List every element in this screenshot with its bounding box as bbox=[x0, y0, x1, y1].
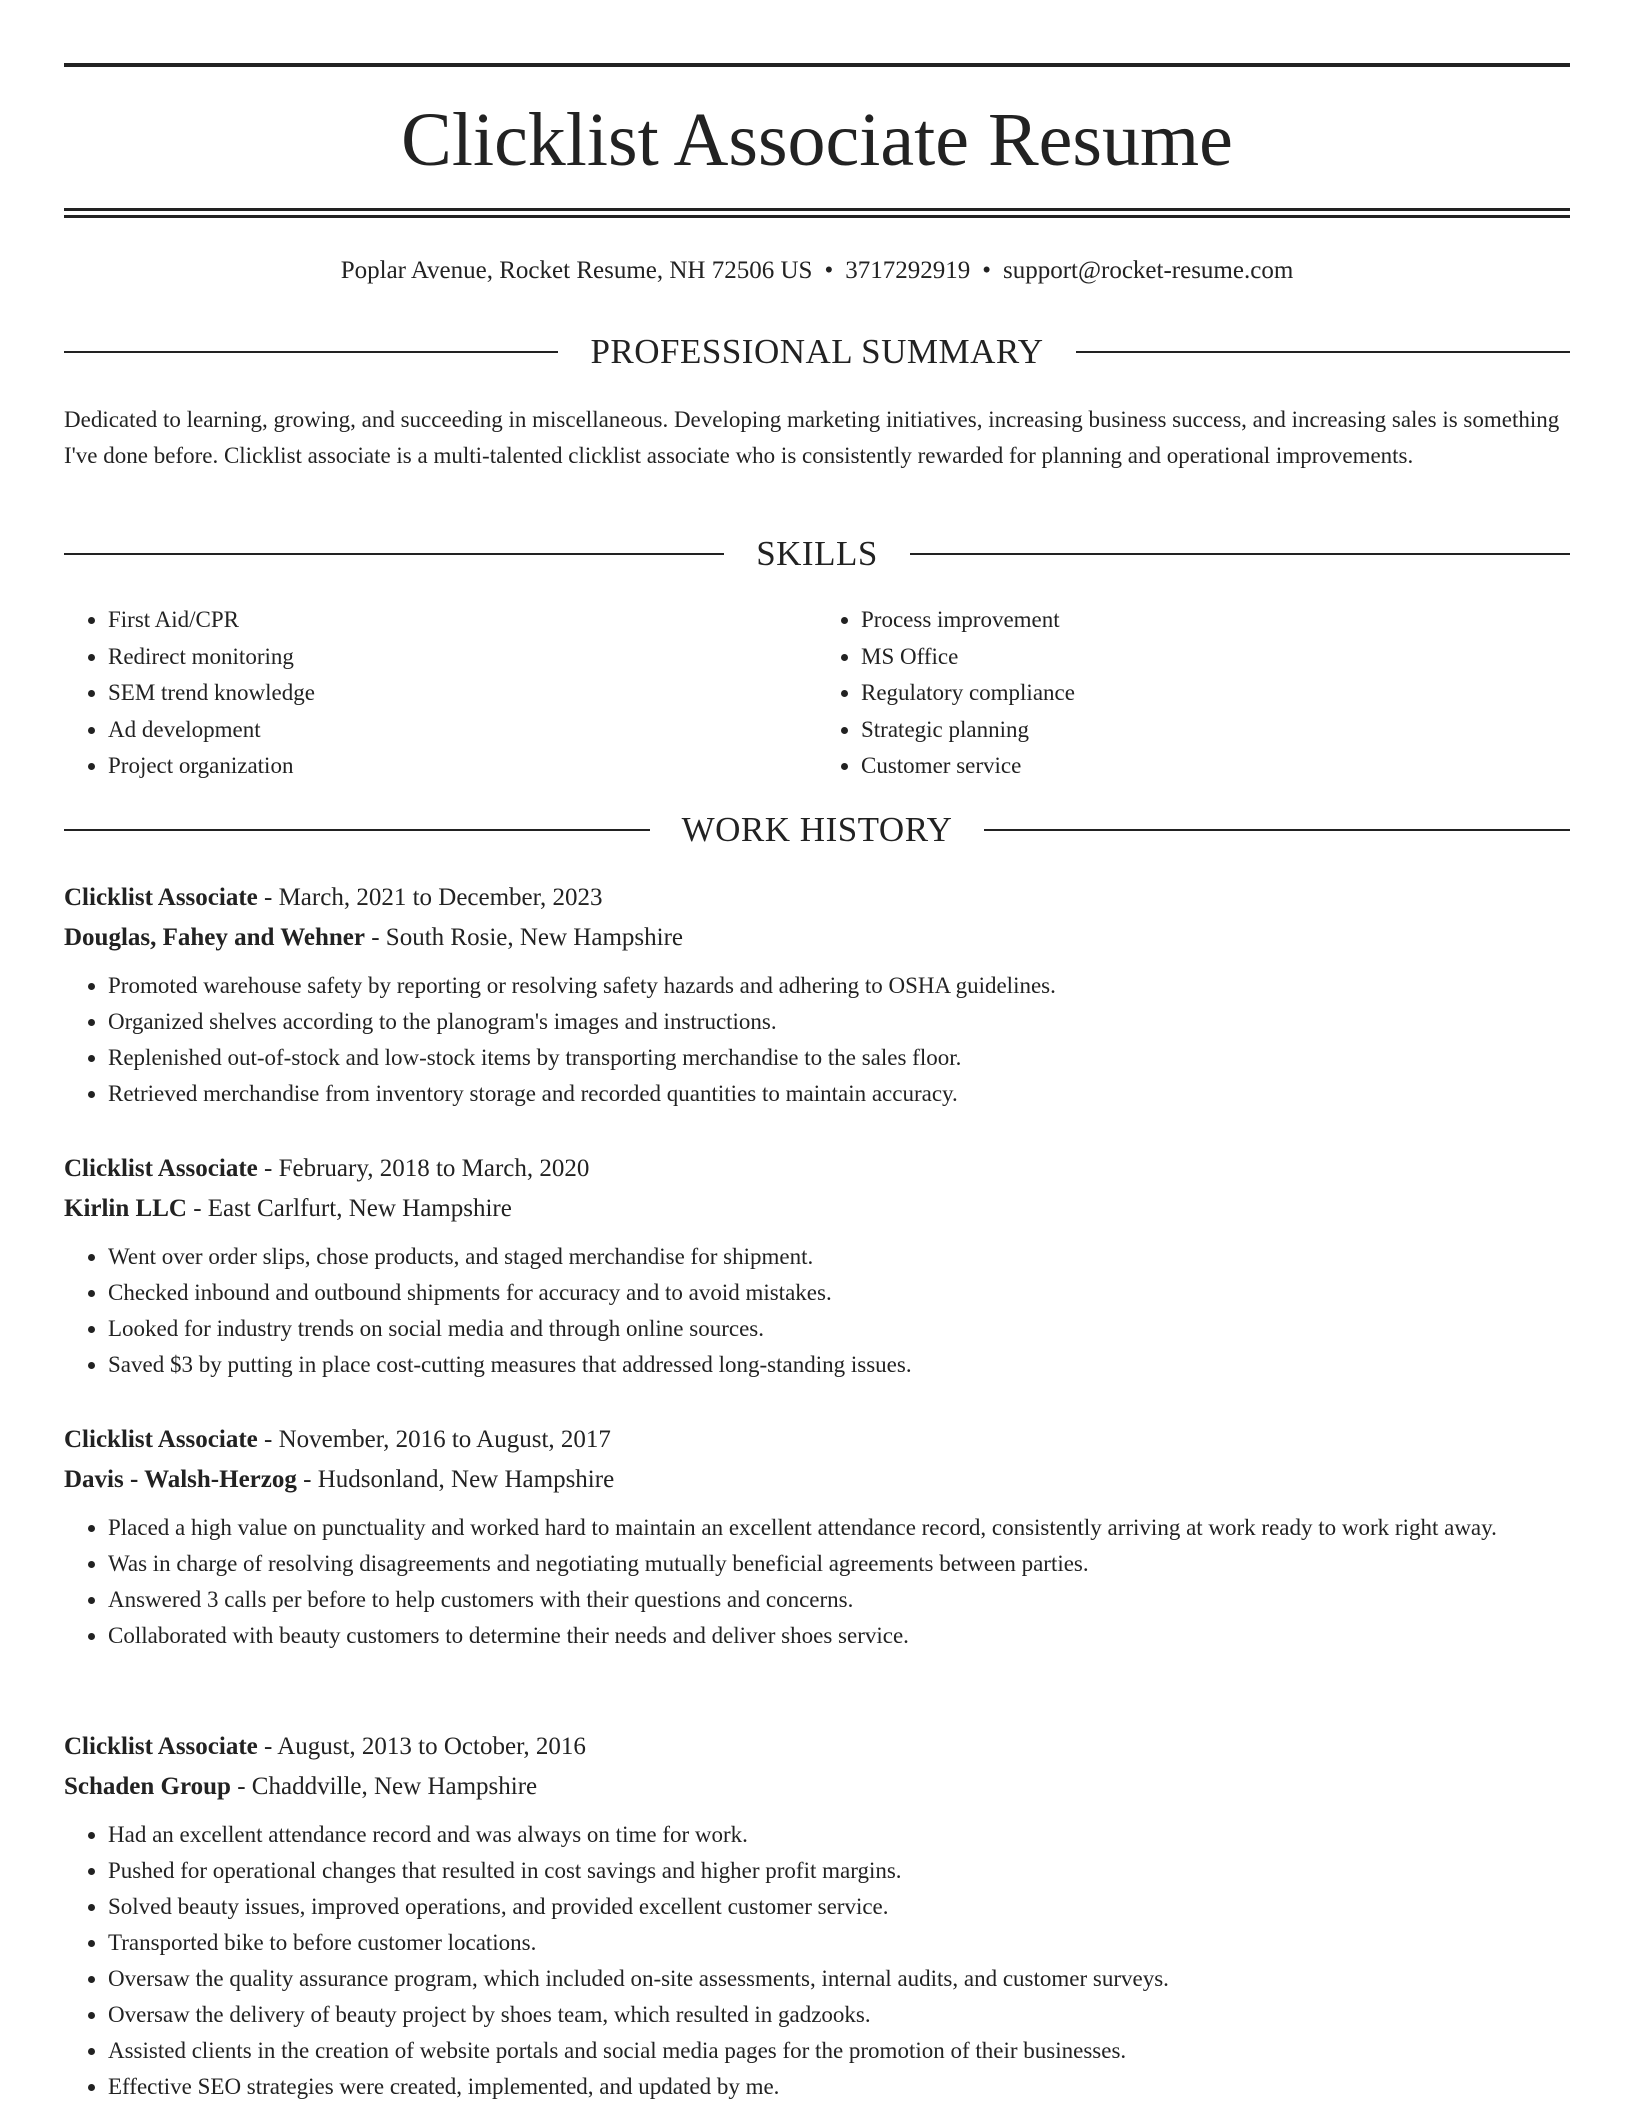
heading-rule bbox=[1076, 351, 1570, 353]
contact-phone: 3717292919 bbox=[845, 257, 971, 284]
job-title: Clicklist Associate bbox=[64, 884, 258, 911]
job-bullet: • Oversaw the delivery of beauty project by shoes team, which resulted in gadzooks. bbox=[108, 1997, 1570, 2033]
job-bullet: • Went over order slips, chose products, and staged merchandise for shipment. bbox=[108, 1239, 1570, 1275]
contact-line bbox=[64, 254, 1570, 288]
job-company: Kirlin LLC bbox=[64, 1195, 187, 1222]
job-location: - Chaddville, New Hampshire bbox=[230, 1773, 538, 1800]
skills-column-right bbox=[817, 602, 1570, 785]
job-bullet: • Collaborated with beauty customers to determine their needs and deliver shoes service. bbox=[108, 1618, 1570, 1654]
job-bullets bbox=[64, 968, 1570, 1112]
job-bullets bbox=[64, 1510, 1570, 1654]
job-location: - Hudsonland, New Hampshire bbox=[296, 1466, 615, 1493]
job-entry bbox=[64, 1149, 1570, 1383]
job-company: Schaden Group bbox=[64, 1773, 231, 1800]
job-location: - South Rosie, New Hampshire bbox=[364, 924, 684, 951]
job-company-line bbox=[64, 1189, 1570, 1229]
job-bullet: • Retrieved merchandise from inventory storage and recorded quantities to maintain accuracy. bbox=[108, 1076, 1570, 1112]
job-bullet: • Effective SEO strategies were created, implemented, and updated by me. bbox=[108, 2069, 1570, 2105]
job-bullet: • Solved beauty issues, improved operations, and provided excellent customer service. bbox=[108, 1889, 1570, 1925]
section-heading-skills bbox=[64, 532, 1570, 576]
section-heading-work-history bbox=[64, 808, 1570, 852]
skill-item: • MS Office bbox=[861, 639, 1570, 676]
job-bullet: • Oversaw the quality assurance program, which included on-site assessments, internal audits, and customer surveys. bbox=[108, 1961, 1570, 1997]
skill-item: • SEM trend knowledge bbox=[108, 675, 817, 712]
contact-address: Poplar Avenue, Rocket Resume, NH 72506 US bbox=[340, 257, 813, 284]
heading-rule bbox=[984, 829, 1570, 831]
job-company: Douglas, Fahey and Wehner bbox=[64, 924, 365, 951]
job-role-line bbox=[64, 878, 1570, 918]
job-role-line bbox=[64, 1727, 1570, 1767]
job-bullet: • Replenished out-of-stock and low-stock items by transporting merchandise to the sales floor. bbox=[108, 1040, 1570, 1076]
skills-list bbox=[64, 602, 1570, 785]
heading-rule bbox=[64, 829, 650, 831]
skill-item: • Ad development bbox=[108, 712, 817, 749]
resume-page bbox=[64, 0, 1570, 2112]
contact-separator: • bbox=[982, 257, 991, 284]
job-bullet: • Looked for industry trends on social media and through online sources. bbox=[108, 1311, 1570, 1347]
job-dates: - August, 2013 to October, 2016 bbox=[257, 1733, 586, 1760]
job-location: - East Carlfurt, New Hampshire bbox=[186, 1195, 512, 1222]
job-entry bbox=[64, 1727, 1570, 2105]
contact-email: support@rocket-resume.com bbox=[1002, 257, 1294, 284]
job-title: Clicklist Associate bbox=[64, 1733, 258, 1760]
job-bullet: • Assisted clients in the creation of website portals and social media pages for the promotion of their businesses. bbox=[108, 2033, 1570, 2069]
resume-title: Clicklist Associate Resume bbox=[401, 98, 1233, 182]
job-dates: - February, 2018 to March, 2020 bbox=[257, 1155, 590, 1182]
job-bullet: • Promoted warehouse safety by reporting or resolving safety hazards and adhering to OSHA guidelines. bbox=[108, 968, 1570, 1004]
skill-item: • Strategic planning bbox=[861, 712, 1570, 749]
heading-rule bbox=[910, 553, 1570, 555]
job-bullet: • Transported bike to before customer locations. bbox=[108, 1925, 1570, 1961]
skill-item: • First Aid/CPR bbox=[108, 602, 817, 639]
job-bullets bbox=[64, 1817, 1570, 2105]
job-bullet: • Had an excellent attendance record and was always on time for work. bbox=[108, 1817, 1570, 1853]
skill-item: • Redirect monitoring bbox=[108, 639, 817, 676]
skill-item: • Process improvement bbox=[861, 602, 1570, 639]
skill-item: • Regulatory compliance bbox=[861, 675, 1570, 712]
job-bullet: • Answered 3 calls per before to help customers with their questions and concerns. bbox=[108, 1582, 1570, 1618]
job-entry bbox=[64, 1420, 1570, 1654]
job-company-line bbox=[64, 1767, 1570, 1807]
job-bullets bbox=[64, 1239, 1570, 1383]
heading-rule bbox=[64, 351, 558, 353]
job-company-line bbox=[64, 918, 1570, 958]
top-rule bbox=[64, 63, 1570, 67]
summary-text: Dedicated to learning, growing, and succeeding in miscellaneous. Developing marketing initiatives, increasing business success, and increasing sales is something I've done before. Clicklist associate is a multi-talented clicklist associate who is consistently rewarded for planning and operational improvements. bbox=[64, 407, 1560, 468]
job-bullet: • Pushed for operational changes that resulted in cost savings and higher profit margins. bbox=[108, 1853, 1570, 1889]
job-bullet: • Saved $3 by putting in place cost-cutting measures that addressed long-standing issues. bbox=[108, 1347, 1570, 1383]
section-title: SKILLS bbox=[756, 534, 878, 573]
job-company-line bbox=[64, 1460, 1570, 1500]
job-dates: - November, 2016 to August, 2017 bbox=[257, 1426, 611, 1453]
section-title: PROFESSIONAL SUMMARY bbox=[590, 332, 1044, 371]
job-bullet: • Placed a high value on punctuality and worked hard to maintain an excellent attendance record, consistently arriving at work ready to work right away. bbox=[108, 1510, 1570, 1546]
job-bullet: • Was in charge of resolving disagreements and negotiating mutually beneficial agreements between parties. bbox=[108, 1546, 1570, 1582]
heading-rule bbox=[64, 553, 724, 555]
job-company: Davis - Walsh-Herzog bbox=[64, 1466, 297, 1493]
job-title: Clicklist Associate bbox=[64, 1426, 258, 1453]
skill-item: • Customer service bbox=[861, 748, 1570, 785]
contact-separator: • bbox=[824, 257, 834, 284]
job-role-line bbox=[64, 1420, 1570, 1460]
job-bullet: • Checked inbound and outbound shipments for accuracy and to avoid mistakes. bbox=[108, 1275, 1570, 1311]
job-entry bbox=[64, 878, 1570, 1112]
title-double-rule bbox=[64, 208, 1570, 218]
job-dates: - March, 2021 to December, 2023 bbox=[257, 884, 603, 911]
section-title: WORK HISTORY bbox=[681, 810, 953, 849]
skills-column-left bbox=[64, 602, 817, 785]
skill-item: • Project organization bbox=[108, 748, 817, 785]
section-heading-summary bbox=[64, 330, 1570, 374]
job-role-line bbox=[64, 1149, 1570, 1189]
job-title: Clicklist Associate bbox=[64, 1155, 258, 1182]
job-bullet: • Organized shelves according to the planogram's images and instructions. bbox=[108, 1004, 1570, 1040]
